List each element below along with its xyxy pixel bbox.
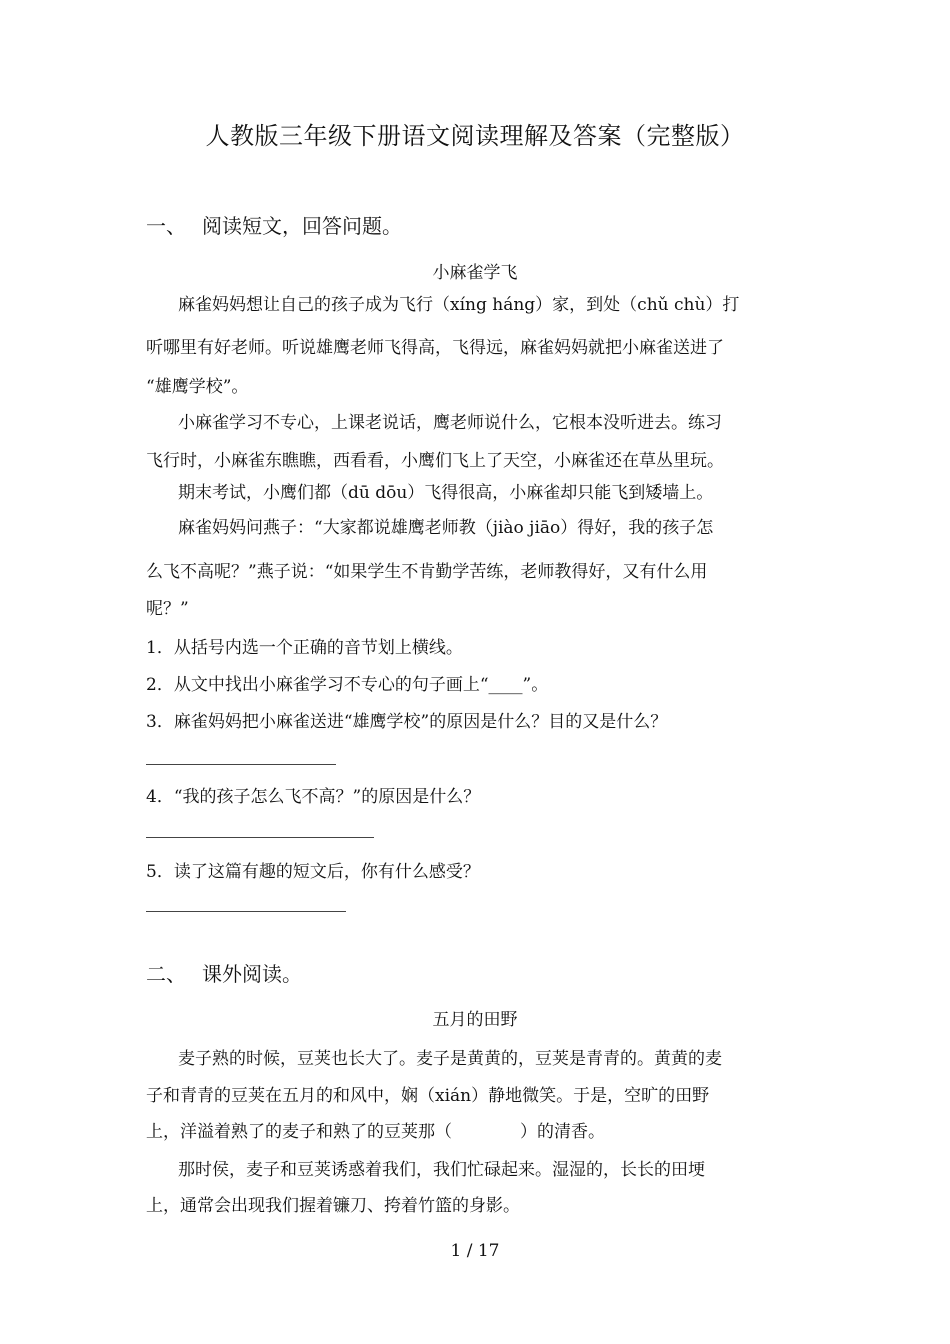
- page-title: 人教版三年级下册语文阅读理解及答案（完整版）: [205, 122, 745, 150]
- story-1-line: 么飞不高呢？”燕子说：“如果学生不肯勤学苦练，老师教得好，又有什么用: [146, 562, 708, 582]
- story-2-line: 麦子熟的时候，豆荚也长大了。麦子是黄黄的，豆荚是青青的。黄黄的麦: [178, 1049, 722, 1069]
- section-1-number: 一、: [146, 214, 186, 238]
- answer-line-5[interactable]: [146, 911, 346, 912]
- story-1-line: 麻雀妈妈问燕子：“大家都说雄鹰老师教（jiào jiāo）得好，我的孩子怎: [178, 518, 714, 538]
- story-1-line: 期末考试，小鹰们都（dū dōu）飞得很高，小麻雀却只能飞到矮墙上。: [178, 483, 714, 503]
- section-1-title: 阅读短文，回答问题。: [202, 214, 402, 238]
- story-2-line: 子和青青的豆荚在五月的和风中，娴（xián）静地微笑。于是，空旷的田野: [146, 1086, 710, 1106]
- question-2: 2．从文中找出小麻雀学习不专心的句子画上“____”。: [146, 675, 549, 695]
- section-1-heading: [146, 210, 402, 239]
- section-2-title: 课外阅读。: [202, 962, 302, 986]
- story-1-title: 小麻雀学飞: [432, 263, 518, 283]
- story-1-line: 小麻雀学习不专心，上课老说话，鹰老师说什么，它根本没听进去。练习: [178, 413, 722, 433]
- answer-line-4[interactable]: [146, 837, 374, 838]
- story-2-line: 上，通常会出现我们握着镰刀、挎着竹篮的身影。: [146, 1196, 520, 1216]
- story-1-line: 飞行时，小麻雀东瞧瞧，西看看，小鹰们飞上了天空，小麻雀还在草丛里玩。: [146, 451, 724, 471]
- story-1-line: “雄鹰学校”。: [146, 377, 249, 397]
- question-5: 5．读了这篇有趣的短文后，你有什么感受？: [146, 862, 480, 882]
- story-1-line: 呢？”: [146, 599, 189, 619]
- story-2-title: 五月的田野: [432, 1010, 518, 1030]
- question-3: 3．麻雀妈妈把小麻雀送进“雄鹰学校”的原因是什么？目的又是什么？: [146, 712, 668, 732]
- story-2-line-part: 上，洋溢着熟了的麦子和熟了的豆荚那（: [146, 1122, 452, 1142]
- section-2-number: 二、: [146, 962, 186, 986]
- story-2-line-part: ）的清香。: [520, 1122, 605, 1142]
- question-4: 4．“我的孩子怎么飞不高？”的原因是什么？: [146, 787, 481, 807]
- answer-line-3[interactable]: [146, 764, 336, 765]
- question-1: 1．从括号内选一个正确的音节划上横线。: [146, 638, 463, 658]
- story-2-line: [146, 1117, 806, 1142]
- page-number: 1 / 17: [450, 1241, 500, 1261]
- story-2-line: 那时侯，麦子和豆荚诱惑着我们，我们忙碌起来。湿湿的，长长的田埂: [178, 1160, 705, 1180]
- story-1-line: 听哪里有好老师。听说雄鹰老师飞得高，飞得远，麻雀妈妈就把小麻雀送进了: [146, 338, 724, 358]
- section-2-heading: [146, 958, 302, 987]
- story-1-line: 麻雀妈妈想让自己的孩子成为飞行（xíng háng）家，到处（chǔ chù）打: [178, 295, 740, 315]
